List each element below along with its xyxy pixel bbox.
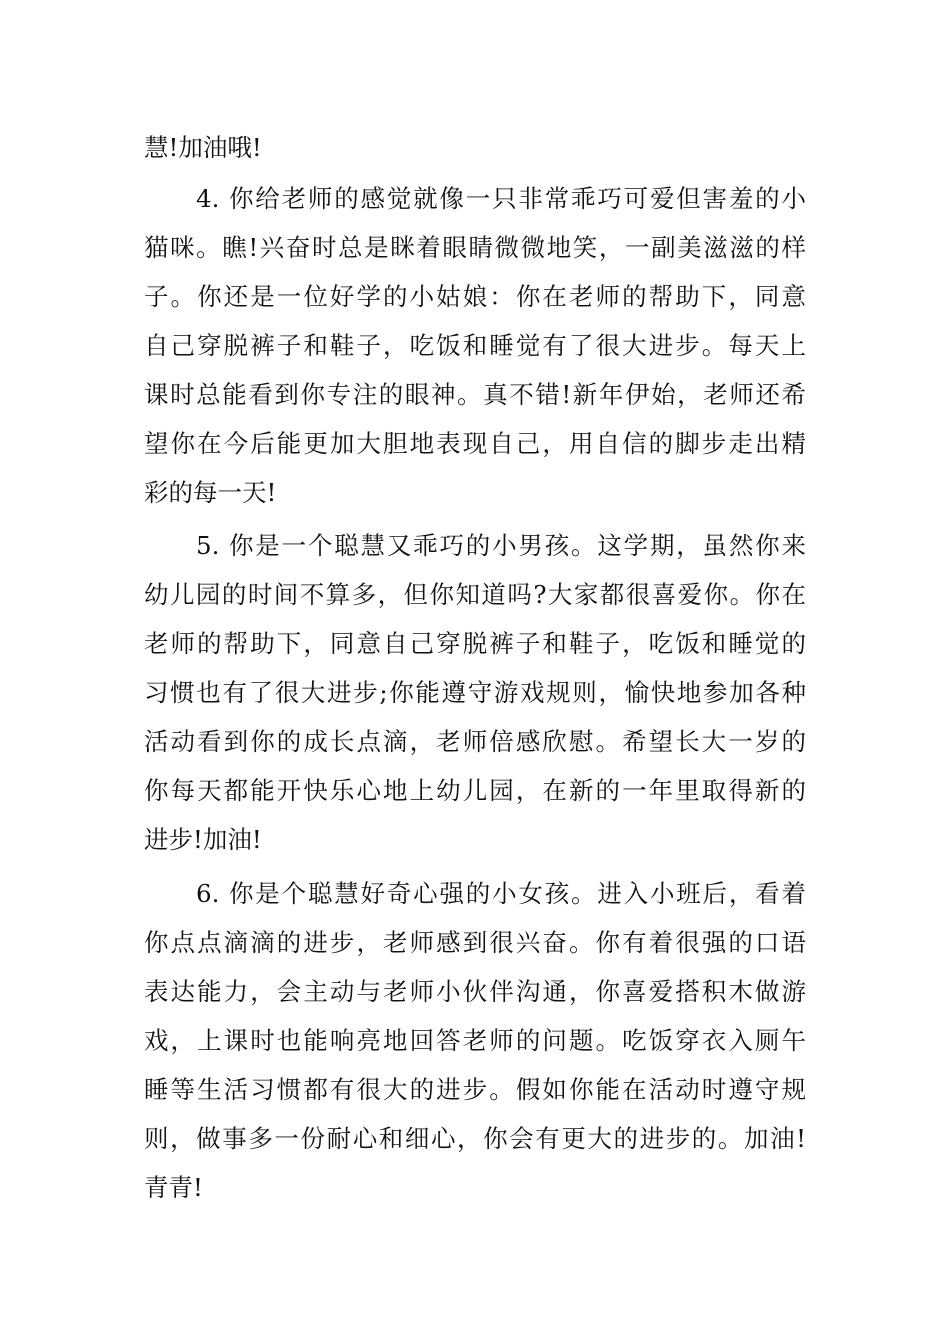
text-line: 习惯也有了很大进步;你能遵守游戏规则，愉快地参加各种 — [144, 678, 806, 707]
text-line: 彩的每一天! — [144, 478, 277, 507]
text-line: 你点点滴滴的进步，老师感到很兴奋。你有着很强的口语 — [144, 928, 806, 957]
text-line: 活动看到你的成长点滴，老师倍感欣慰。希望长大一岁的 — [144, 727, 806, 756]
text-line: 子。你还是一位好学的小姑娘：你在老师的帮助下，同意 — [144, 282, 806, 311]
text-line: 老师的帮助下，同意自己穿脱裤子和鞋子，吃饭和睡觉的 — [144, 629, 806, 658]
text-line: 望你在今后能更加大胆地表现自己，用自信的脚步走出精 — [144, 429, 806, 458]
text-line: 慧!加油哦! — [144, 133, 262, 162]
text-line: 课时总能看到你专注的眼神。真不错!新年伊始，老师还希 — [144, 380, 806, 409]
text-line: 自己穿脱裤子和鞋子，吃饭和睡觉有了很大进步。每天上 — [144, 331, 806, 360]
text-line: 幼儿园的时间不算多，但你知道吗?大家都很喜爱你。你在 — [144, 580, 806, 609]
text-line: 你每天都能开快乐心地上幼儿园，在新的一年里取得新的 — [144, 776, 806, 805]
paragraph-5-first-line: 5. 你是一个聪慧又乖巧的小男孩。这学期，虽然你来 — [196, 531, 806, 560]
paragraph-4-first-line: 4. 你给老师的感觉就像一只非常乖巧可爱但害羞的小 — [196, 184, 806, 213]
text-line: 戏，上课时也能响亮地回答老师的问题。吃饭穿衣入厕午 — [144, 1026, 806, 1055]
text-line: 睡等生活习惯都有很大的进步。假如你能在活动时遵守规 — [144, 1075, 806, 1104]
paragraph-6-first-line: 6. 你是个聪慧好奇心强的小女孩。进入小班后，看着 — [196, 879, 806, 908]
text-line: 则，做事多一份耐心和细心，你会有更大的进步的。加油! — [144, 1124, 806, 1153]
text-line: 猫咪。瞧!兴奋时总是眯着眼睛微微地笑，一副美滋滋的样 — [144, 233, 806, 262]
text-line: 进步!加油! — [144, 825, 262, 854]
text-line: 表达能力，会主动与老师小伙伴沟通，你喜爱搭积木做游 — [144, 977, 806, 1006]
text-line: 青青! — [144, 1173, 203, 1202]
